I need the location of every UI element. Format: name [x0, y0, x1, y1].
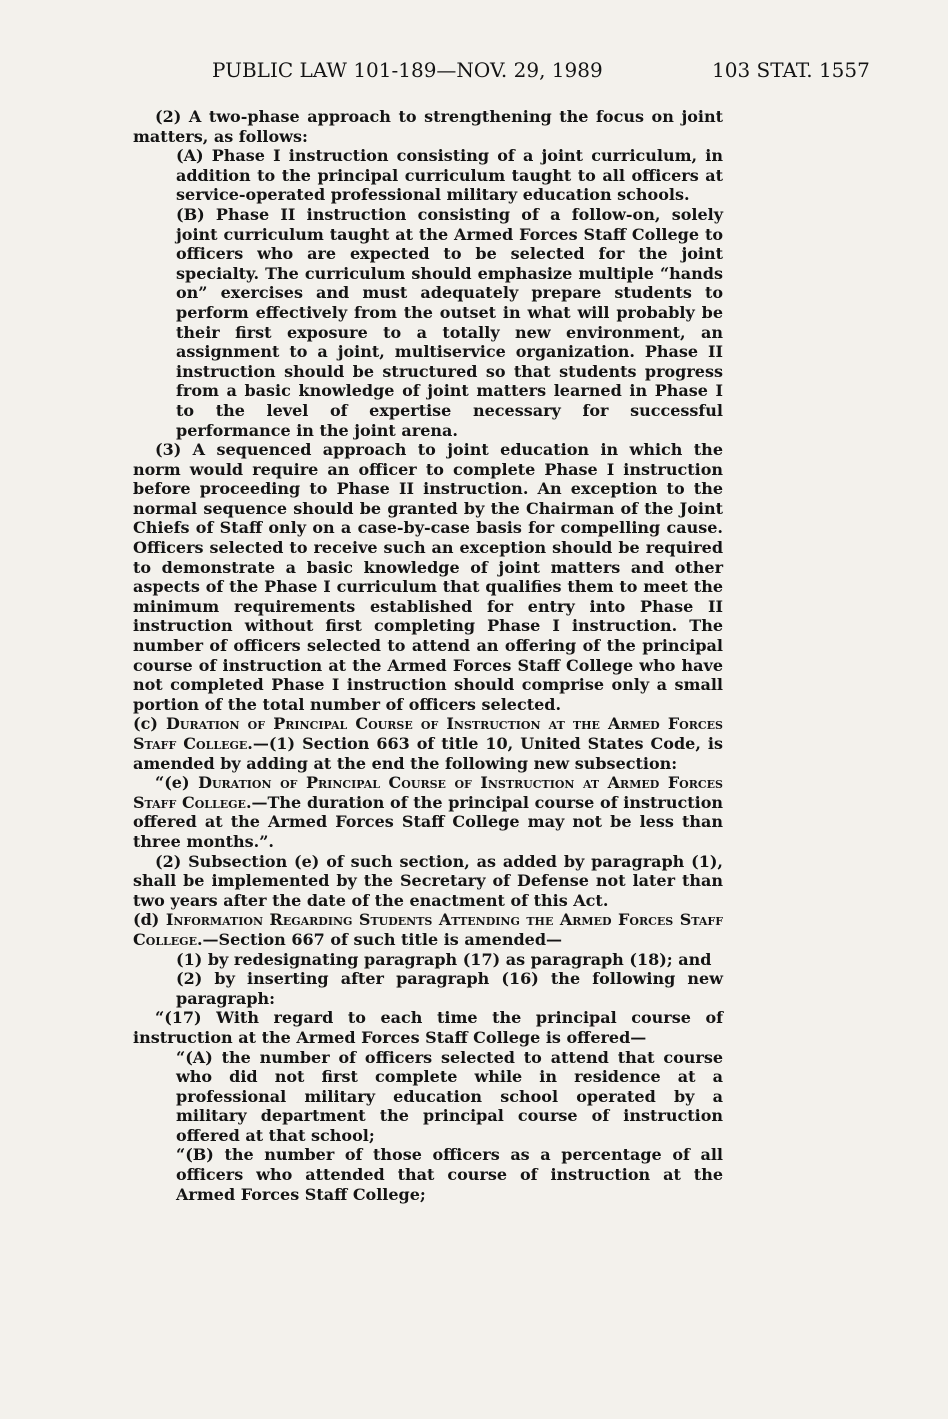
subsection-d-label: (d) — [133, 910, 160, 930]
subsection-c-heading: Duration of Principal Course of Instruction at the Armed Forces Staff College. — [133, 714, 723, 753]
subsection-d-heading: Information Regarding Students Attending the Armed Forces Staff College. — [133, 910, 723, 949]
paragraph-17-a: “(A) the number of officers selected to attend that course who did not first complete while in residence at a professional military education school operated by a military department the principal course of instruction offered at that school; — [176, 1047, 723, 1145]
subsection-e-text: —The duration of the principal course of instruction offered at the Armed Forces Staff College may not be less than three months.”. — [133, 792, 723, 851]
subsection-c — [133, 714, 723, 773]
subsection-d-paragraph-2: (2) by inserting after paragraph (16) the following new paragraph: — [176, 969, 723, 1008]
subsection-d-text: —Section 667 of such title is amended— — [202, 929, 563, 949]
document-body — [133, 107, 723, 1204]
paragraph-17-insert: “(17) With regard to each time the principal course of instruction at the Armed Forces Staff College is offered— — [133, 1008, 723, 1047]
page-header-number: 103 STAT. 1557 — [712, 58, 870, 82]
subsection-c-paragraph-2: (2) Subsection (e) of such section, as added by paragraph (1), shall be implemented by the Secretary of Defense not later than two years after the date of the enactment of this Act. — [133, 851, 723, 910]
subsection-d — [133, 910, 723, 949]
paragraph-2-b: (B) Phase II instruction consisting of a follow-on, solely joint curriculum taught at the Armed Forces Staff College to officers who are expected to be selected for the joint specialty. The curriculum should emphasize multiple “hands on” exercises and must adequately prepare students to perform effectively from the outset in what will probably be their first exposure to a totally new environment, an assignment to a joint, multiservice organization. Phase II instruction should be structured so that students progress from a basic knowledge of joint matters learned in Phase I to the level of expertise necessary for successful performance in the joint arena. — [176, 204, 723, 440]
page-header-title: PUBLIC LAW 101-189—NOV. 29, 1989 — [212, 58, 603, 82]
subsection-e-label: “(e) — [155, 773, 190, 793]
subsection-c-label: (c) — [133, 714, 158, 734]
paragraph-2: (2) A two-phase approach to strengthening the focus on joint matters, as follows: — [133, 107, 723, 146]
subsection-c-text: —(1) Section 663 of title 10, United States Code, is amended by adding at the end the following new subsection: — [133, 734, 723, 773]
paragraph-17-b: “(B) the number of those officers as a percentage of all officers who attended that course of instruction at the Armed Forces Staff College; — [176, 1145, 723, 1204]
subsection-d-paragraph-1: (1) by redesignating paragraph (17) as paragraph (18); and — [176, 949, 712, 969]
paragraph-2-a: (A) Phase I instruction consisting of a joint curriculum, in addition to the principal curriculum taught to all officers at service-operated professional military education schools. — [176, 146, 723, 205]
paragraph-3: (3) A sequenced approach to joint education in which the norm would require an officer to complete Phase I instruction before proceeding to Phase II instruction. An exception to the normal sequence should be granted by the Chairman of the Joint Chiefs of Staff only on a case-by-case basis for compelling cause. Officers selected to receive such an exception should be required to demonstrate a basic knowledge of joint matters and other aspects of the Phase I curriculum that qualifies them to meet the minimum requirements established for entry into Phase II instruction without first completing Phase I instruction. The number of officers selected to attend an offering of the principal course of instruction at the Armed Forces Staff College who have not completed Phase I instruction should comprise only a small portion of the total number of officers selected. — [133, 440, 723, 714]
subsection-e-heading: Duration of Principal Course of Instruction at Armed Forces Staff College. — [133, 773, 723, 812]
subsection-e-insert — [133, 773, 723, 851]
